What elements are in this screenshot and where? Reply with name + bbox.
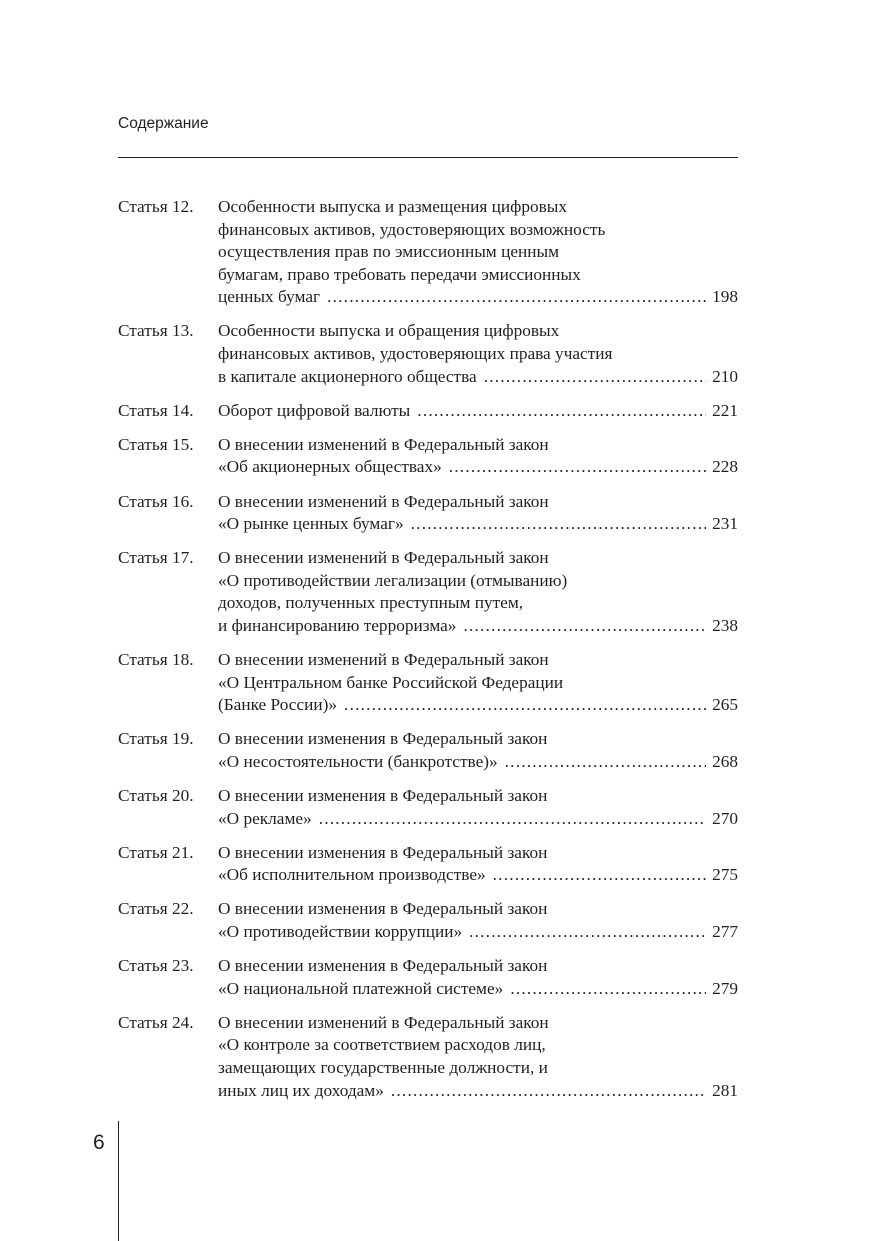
toc-entry-page[interactable]: 270 — [712, 808, 738, 828]
toc-entry-title-line: Оборот цифровой валюты — [218, 400, 411, 420]
toc-entry[interactable] — [118, 434, 738, 479]
dot-leader — [510, 978, 706, 1001]
toc-entry-title-line: О внесении изменения в Федеральный закон — [218, 956, 548, 976]
toc-entry[interactable] — [118, 728, 738, 773]
toc-entry[interactable] — [118, 649, 738, 717]
toc-entry-title — [218, 491, 738, 536]
toc-entry-title-line: «О Центральном банке Российской Федерации — [218, 672, 564, 692]
toc-entry-title — [218, 728, 738, 773]
toc-entry[interactable] — [118, 898, 738, 943]
dot-leader — [319, 808, 706, 831]
toc-entry-page[interactable]: 275 — [712, 865, 738, 885]
dot-leader — [505, 751, 706, 774]
toc-entry-label: Статья 24. — [118, 1012, 194, 1032]
toc-entry-label: Статья 20. — [118, 786, 194, 806]
toc-entry-title-line: финансовых активов, удостоверяющих права участия — [218, 344, 613, 364]
toc-entry-title — [218, 400, 738, 423]
toc-entry-last-line — [218, 513, 738, 536]
toc-entry-title-line: доходов, полученных преступным путем, — [218, 593, 524, 613]
toc-entry-label: Статья 22. — [118, 899, 194, 919]
toc-entry[interactable] — [118, 785, 738, 830]
toc-entry-title — [218, 649, 738, 717]
toc-entry-label: Статья 23. — [118, 956, 194, 976]
toc-entry-label: Статья 18. — [118, 650, 194, 670]
toc-entry-page[interactable]: 277 — [712, 922, 738, 942]
toc-entry-last-line — [218, 978, 738, 1001]
toc-entry-title-line: «О противодействии коррупции» — [218, 922, 463, 942]
toc-entry-title-line: Особенности выпуска и размещения цифровых — [218, 197, 568, 216]
toc-entry-title-line: «О противодействии легализации (отмыванию) — [218, 570, 568, 590]
toc-entry-page[interactable]: 228 — [712, 457, 738, 477]
toc-entry-title-line: финансовых активов, удостоверяющих возможность — [218, 219, 606, 239]
toc-entry-page[interactable]: 281 — [712, 1080, 738, 1100]
toc-entry-last-line — [218, 921, 738, 944]
toc-entry-title-line: О внесении изменений в Федеральный закон — [218, 650, 549, 670]
toc-entry-label: Статья 16. — [118, 491, 194, 511]
running-head-title: Содержание — [118, 115, 209, 132]
toc-entry[interactable] — [118, 547, 738, 637]
toc-entry-label: Статья 12. — [118, 197, 194, 216]
toc-entry-title — [218, 1012, 738, 1102]
dot-leader — [327, 286, 706, 309]
toc-entry-title-line: О внесении изменения в Федеральный закон — [218, 786, 548, 806]
toc-entry-title — [218, 842, 738, 887]
toc-entry-page[interactable]: 265 — [712, 695, 738, 715]
toc-entry-page[interactable]: 221 — [712, 400, 738, 420]
toc-entry[interactable] — [118, 196, 738, 309]
toc-entry-title-line: О внесении изменения в Федеральный закон — [218, 842, 548, 862]
dot-leader — [411, 513, 706, 536]
header-rule — [118, 157, 738, 158]
toc-entry-page[interactable]: 238 — [712, 616, 738, 635]
footer-rule — [118, 1121, 119, 1241]
page-number: 6 — [93, 1131, 105, 1154]
toc-entry-last-line — [218, 456, 738, 479]
toc-entry-title-line: осуществления прав по эмиссионным ценным — [218, 242, 560, 262]
dot-leader — [469, 921, 706, 944]
toc-entry-page[interactable]: 210 — [712, 366, 738, 386]
toc-entry-title — [218, 196, 738, 309]
toc-entry[interactable] — [118, 491, 738, 536]
toc-entry-title-line: бумагам, право требовать передачи эмиссионных — [218, 264, 581, 284]
toc-entry-title — [218, 547, 738, 637]
toc-entry-title-line: О внесении изменений в Федеральный закон — [218, 491, 549, 511]
toc-entry-title — [218, 434, 738, 479]
toc-entry-label: Статья 21. — [118, 842, 194, 862]
toc-entry-last-line — [218, 751, 738, 774]
toc-entry-title-line: ценных бумаг — [218, 287, 321, 307]
toc-entry-title-line: «Об исполнительном производстве» — [218, 865, 486, 885]
toc-entry-last-line — [218, 286, 738, 309]
dot-leader — [417, 400, 706, 423]
toc-entry-page[interactable]: 268 — [712, 751, 738, 771]
dot-leader — [391, 1080, 706, 1103]
toc-entry-title-line: Особенности выпуска и обращения цифровых — [218, 321, 560, 341]
toc-entry-label: Статья 19. — [118, 729, 194, 749]
toc-entry-title-line: и финансированию терроризма» — [218, 616, 457, 635]
toc-entry-label: Статья 13. — [118, 321, 194, 341]
toc-entry-page[interactable]: 231 — [712, 514, 738, 534]
toc-entry-label: Статья 14. — [118, 400, 194, 420]
toc-entry-page[interactable]: 279 — [712, 978, 738, 998]
dot-leader — [493, 864, 706, 887]
toc-entry-title-line: «О контроле за соответствием расходов лиц, — [218, 1035, 546, 1055]
toc-entry-last-line — [218, 864, 738, 887]
toc-entry-title-line: «О национальной платежной системе» — [218, 978, 504, 998]
toc-entry-title-line: в капитале акционерного общества — [218, 366, 477, 386]
table-of-contents — [118, 196, 738, 1114]
toc-entry-title-line: (Банке России)» — [218, 695, 338, 715]
toc-entry-label: Статья 15. — [118, 434, 194, 454]
toc-entry[interactable] — [118, 842, 738, 887]
toc-entry-last-line — [218, 615, 738, 638]
toc-entry[interactable] — [118, 320, 738, 388]
toc-entry-title-line: О внесении изменений в Федеральный закон — [218, 1012, 549, 1032]
dot-leader — [449, 456, 706, 479]
toc-entry-title-line: О внесении изменений в Федеральный закон — [218, 548, 549, 568]
toc-entry-title-line: О внесении изменения в Федеральный закон — [218, 729, 548, 749]
toc-entry-title-line: иных лиц их доходам» — [218, 1080, 384, 1100]
dot-leader — [484, 366, 706, 389]
toc-entry-page[interactable]: 198 — [712, 287, 738, 307]
toc-entry-title-line: О внесении изменений в Федеральный закон — [218, 434, 549, 454]
toc-entry-title-line: замещающих государственные должности, и — [218, 1058, 548, 1077]
toc-entry-last-line — [218, 400, 738, 423]
toc-entry[interactable] — [118, 955, 738, 1000]
toc-entry-title — [218, 320, 738, 388]
toc-entry-last-line — [218, 366, 738, 389]
toc-entry-last-line — [218, 694, 738, 717]
toc-entry-label: Статья 17. — [118, 548, 194, 568]
toc-entry-title — [218, 898, 738, 943]
toc-entry-title — [218, 785, 738, 830]
toc-entry[interactable] — [118, 400, 738, 423]
toc-entry-title-line: «О рекламе» — [218, 808, 312, 828]
toc-entry-title-line: О внесении изменения в Федеральный закон — [218, 899, 548, 919]
toc-entry-title-line: «О рынке ценных бумаг» — [218, 514, 404, 534]
toc-entry-last-line — [218, 808, 738, 831]
dot-leader — [344, 694, 706, 717]
toc-entry-last-line — [218, 1080, 738, 1103]
toc-entry-title — [218, 955, 738, 1000]
toc-entry[interactable] — [118, 1012, 738, 1102]
toc-entry-title-line: «О несостоятельности (банкротстве)» — [218, 751, 498, 771]
dot-leader — [463, 615, 706, 638]
toc-entry-title-line: «Об акционерных обществах» — [218, 457, 442, 477]
